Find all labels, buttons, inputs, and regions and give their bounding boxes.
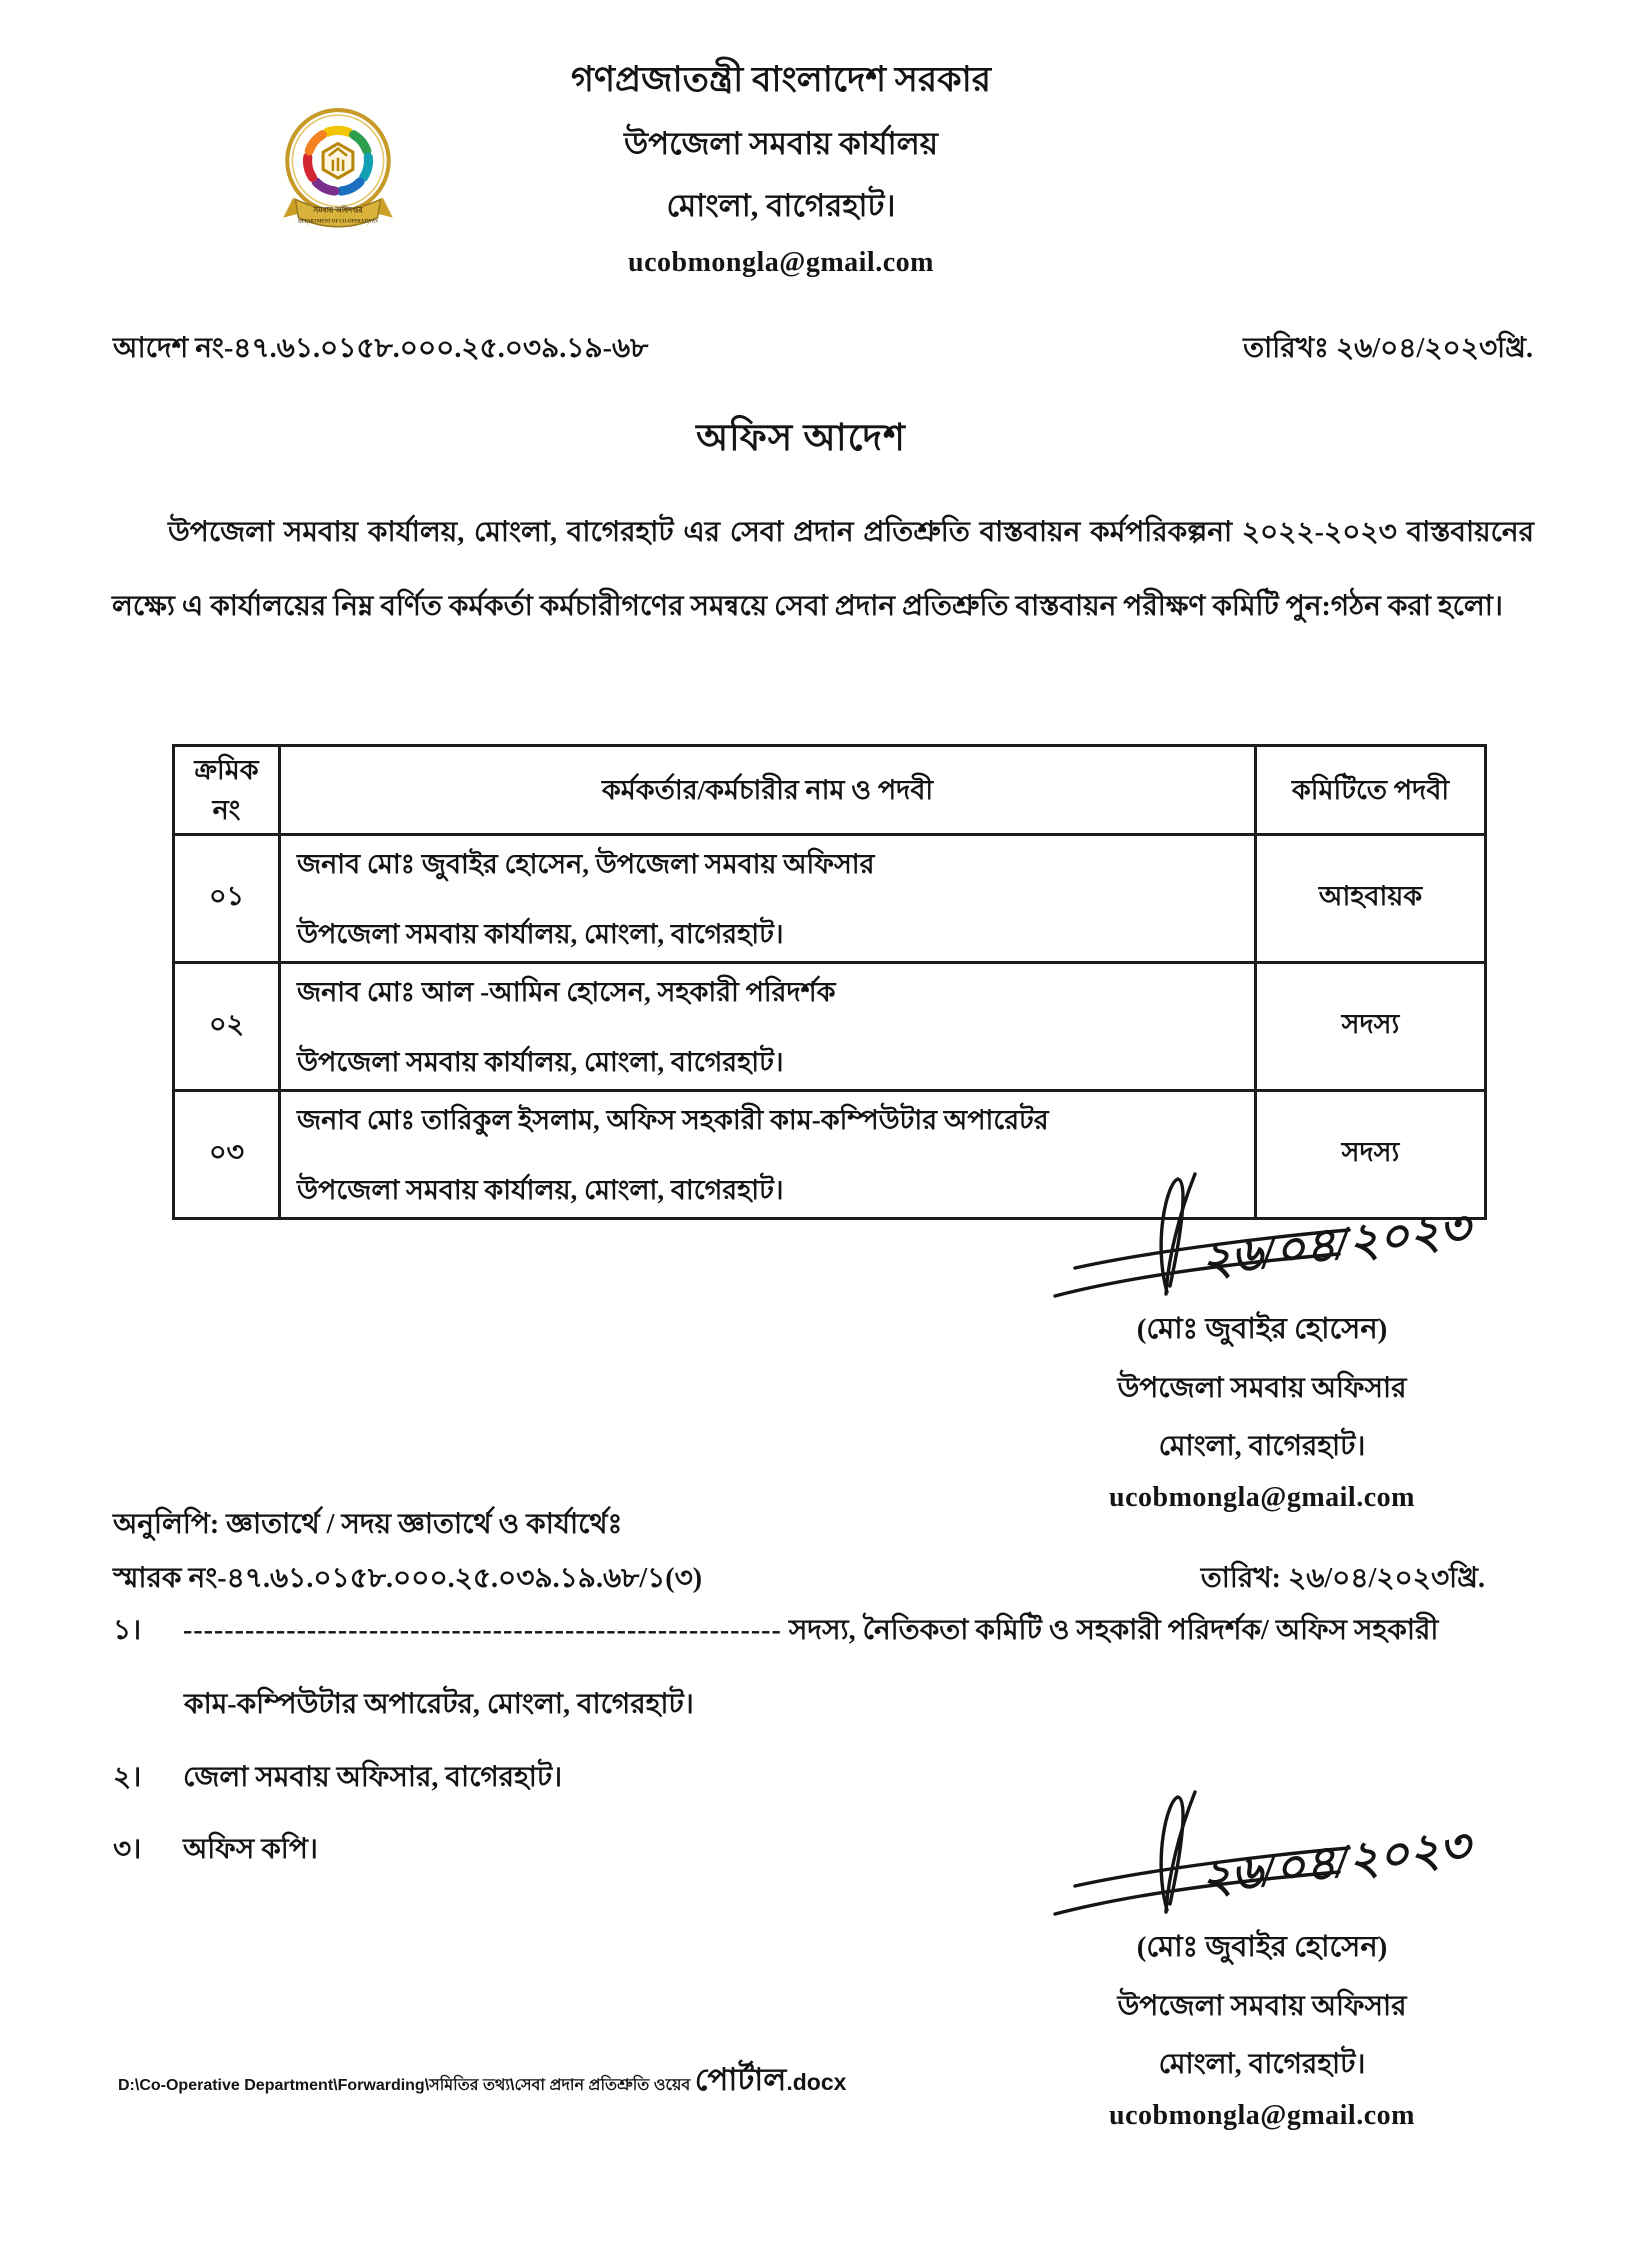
blank-dashes: ---------------------------------------------------------- — [183, 1615, 782, 1646]
item-number: ৩। — [113, 1834, 142, 1865]
row-serial: ০২ — [174, 963, 280, 1091]
table-row — [174, 835, 1486, 963]
distribution-item-1 — [113, 1608, 1538, 1655]
signatory-email: ucobmongla@gmail.com — [1109, 2100, 1415, 2131]
letterhead — [0, 52, 1642, 279]
handwritten-signature — [1017, 1790, 1507, 1924]
table-row — [174, 963, 1486, 1091]
handwritten-signature — [1017, 1172, 1507, 1306]
row-name — [280, 963, 1256, 1091]
row-name-line1: জনাব মোঃ আল -আমিন হোসেন, সহকারী পরিদর্শক — [297, 976, 836, 1007]
table-header-row — [174, 746, 1486, 835]
signatory-name: (মোঃ জুবাইর হোসেন) — [1136, 1313, 1388, 1345]
body-paragraph: উপজেলা সমবায় কার্যালয়, মোংলা, বাগেরহাট এর সেবা প্রদান প্রতিশ্রুতি বাস্তবায়ন কর্মপরিকল্পনা ২০২২-২০২৩ বাস্তবায়নের লক্ষ্যে এ কার্যালয়ের নিম্ন বর্ণিত কর্মকর্তা কর্মচারীগণের সমন্বয়ে সেবা প্রদান প্রতিশ্রুতি বাস্তবায়ন পরীক্ষণ কমিটি পুন:গঠন করা হলো। — [112, 517, 1534, 622]
header-name: কর্মকর্তার/কর্মচারীর নাম ও পদবী — [280, 746, 1256, 835]
order-date: তারিখঃ ২৬/০৪/২০২৩খ্রি. — [1243, 333, 1533, 364]
file-path-extension: .docx — [786, 2069, 847, 2095]
memo-number: স্মারক নং-৪৭.৬১.০১৫৮.০০০.২৫.০৩৯.১৯.৬৮/১(৩) — [113, 1563, 703, 1594]
item-number: ১। — [113, 1615, 142, 1646]
row-name-line1: জনাব মোঃ জুবাইর হোসেন, উপজেলা সমবায় অফিসার — [297, 848, 875, 879]
file-path-word: পোর্টাল — [694, 2062, 787, 2097]
reference-row — [113, 326, 1533, 373]
committee-table — [172, 744, 1487, 1220]
signature-date-handwritten: ২৬/০৪/২০২৩ — [1198, 1202, 1473, 1287]
order-number: আদেশ নং-৪৭.৬১.০১৫৮.০০০.২৫.০৩৯.১৯-৬৮ — [113, 333, 649, 364]
row-role: সদস্য — [1256, 963, 1486, 1091]
row-role: আহবায়ক — [1256, 835, 1486, 963]
office-email: ucobmongla@gmail.com — [628, 247, 934, 278]
item-text: অফিস কপি। — [183, 1834, 318, 1865]
row-role: সদস্য — [1256, 1091, 1486, 1219]
memo-date: তারিখ: ২৬/০৪/২০২৩খ্রি. — [1200, 1563, 1485, 1594]
government-name: গণপ্রজাতন্ত্রী বাংলাদেশ সরকার — [570, 60, 992, 99]
row-name-line2: উপজেলা সমবায় কার্যালয়, মোংলা, বাগেরহাট। — [297, 918, 784, 949]
signature-date-handwritten: ২৬/০৪/২০২৩ — [1198, 1820, 1473, 1905]
document-title: অফিস আদেশ — [696, 418, 906, 459]
row-name — [280, 835, 1256, 963]
signatory-location: মোংলা, বাগেরহাট। — [1158, 2049, 1366, 2080]
signatory-name: (মোঃ জুবাইর হোসেন) — [1136, 1931, 1388, 1963]
signature-block-top — [992, 1172, 1532, 1514]
item-text: জেলা সমবায় অফিসার, বাগেরহাট। — [183, 1762, 563, 1793]
row-serial: ০১ — [174, 835, 280, 963]
distribution-item-1-line2: কাম-কম্পিউটার অপারেটর, মোংলা, বাগেরহাট। — [184, 1689, 694, 1720]
row-name-line2: উপজেলা সমবায় কার্যালয়, মোংলা, বাগেরহাট। — [297, 1174, 784, 1205]
header-serial: ক্রমিক নং — [174, 746, 280, 835]
header-role: কমিটিতে পদবী — [1256, 746, 1486, 835]
file-path-footer — [118, 2056, 846, 2108]
row-name-line2: উপজেলা সমবায় কার্যালয়, মোংলা, বাগেরহাট। — [297, 1046, 784, 1077]
signatory-location: মোংলা, বাগেরহাট। — [1158, 1431, 1366, 1462]
row-serial: ০৩ — [174, 1091, 280, 1219]
signature-block-bottom — [992, 1790, 1532, 2132]
signatory-email: ucobmongla@gmail.com — [1109, 1482, 1415, 1513]
ribbon-text-english: DEPARTMENT OF CO-OPERATIVES — [298, 219, 378, 225]
file-path-prefix: D:\Co-Operative Department\Forwarding\সমিতির তথ্য\সেবা প্রদান প্রতিশ্রুতি ওয়েব — [118, 2077, 695, 2094]
row-name-line1: জনাব মোঃ তারিকুল ইসলাম, অফিস সহকারী কাম-কম্পিউটার অপারেটর — [297, 1104, 1049, 1135]
item-text: সদস্য, নৈতিকতা কমিটি ও সহকারী পরিদর্শক/ অফিস সহকারী — [781, 1615, 1439, 1646]
item-number: ২। — [113, 1762, 142, 1793]
distribution-heading: অনুলিপি: জ্ঞাতার্থে / সদয় জ্ঞাতার্থে ও কার্যার্থেঃ — [113, 1509, 623, 1540]
signatory-designation: উপজেলা সমবায় অফিসার — [1117, 1991, 1407, 2022]
memo-row — [113, 1556, 1485, 1603]
signatory-designation: উপজেলা সমবায় অফিসার — [1117, 1373, 1407, 1404]
office-name: উপজেলা সমবায় কার্যালয় — [623, 126, 939, 161]
office-location: মোংলা, বাগেরহাট। — [666, 188, 896, 223]
ribbon-text-bangla: সমবায় অধিদপ্তর — [313, 205, 363, 215]
